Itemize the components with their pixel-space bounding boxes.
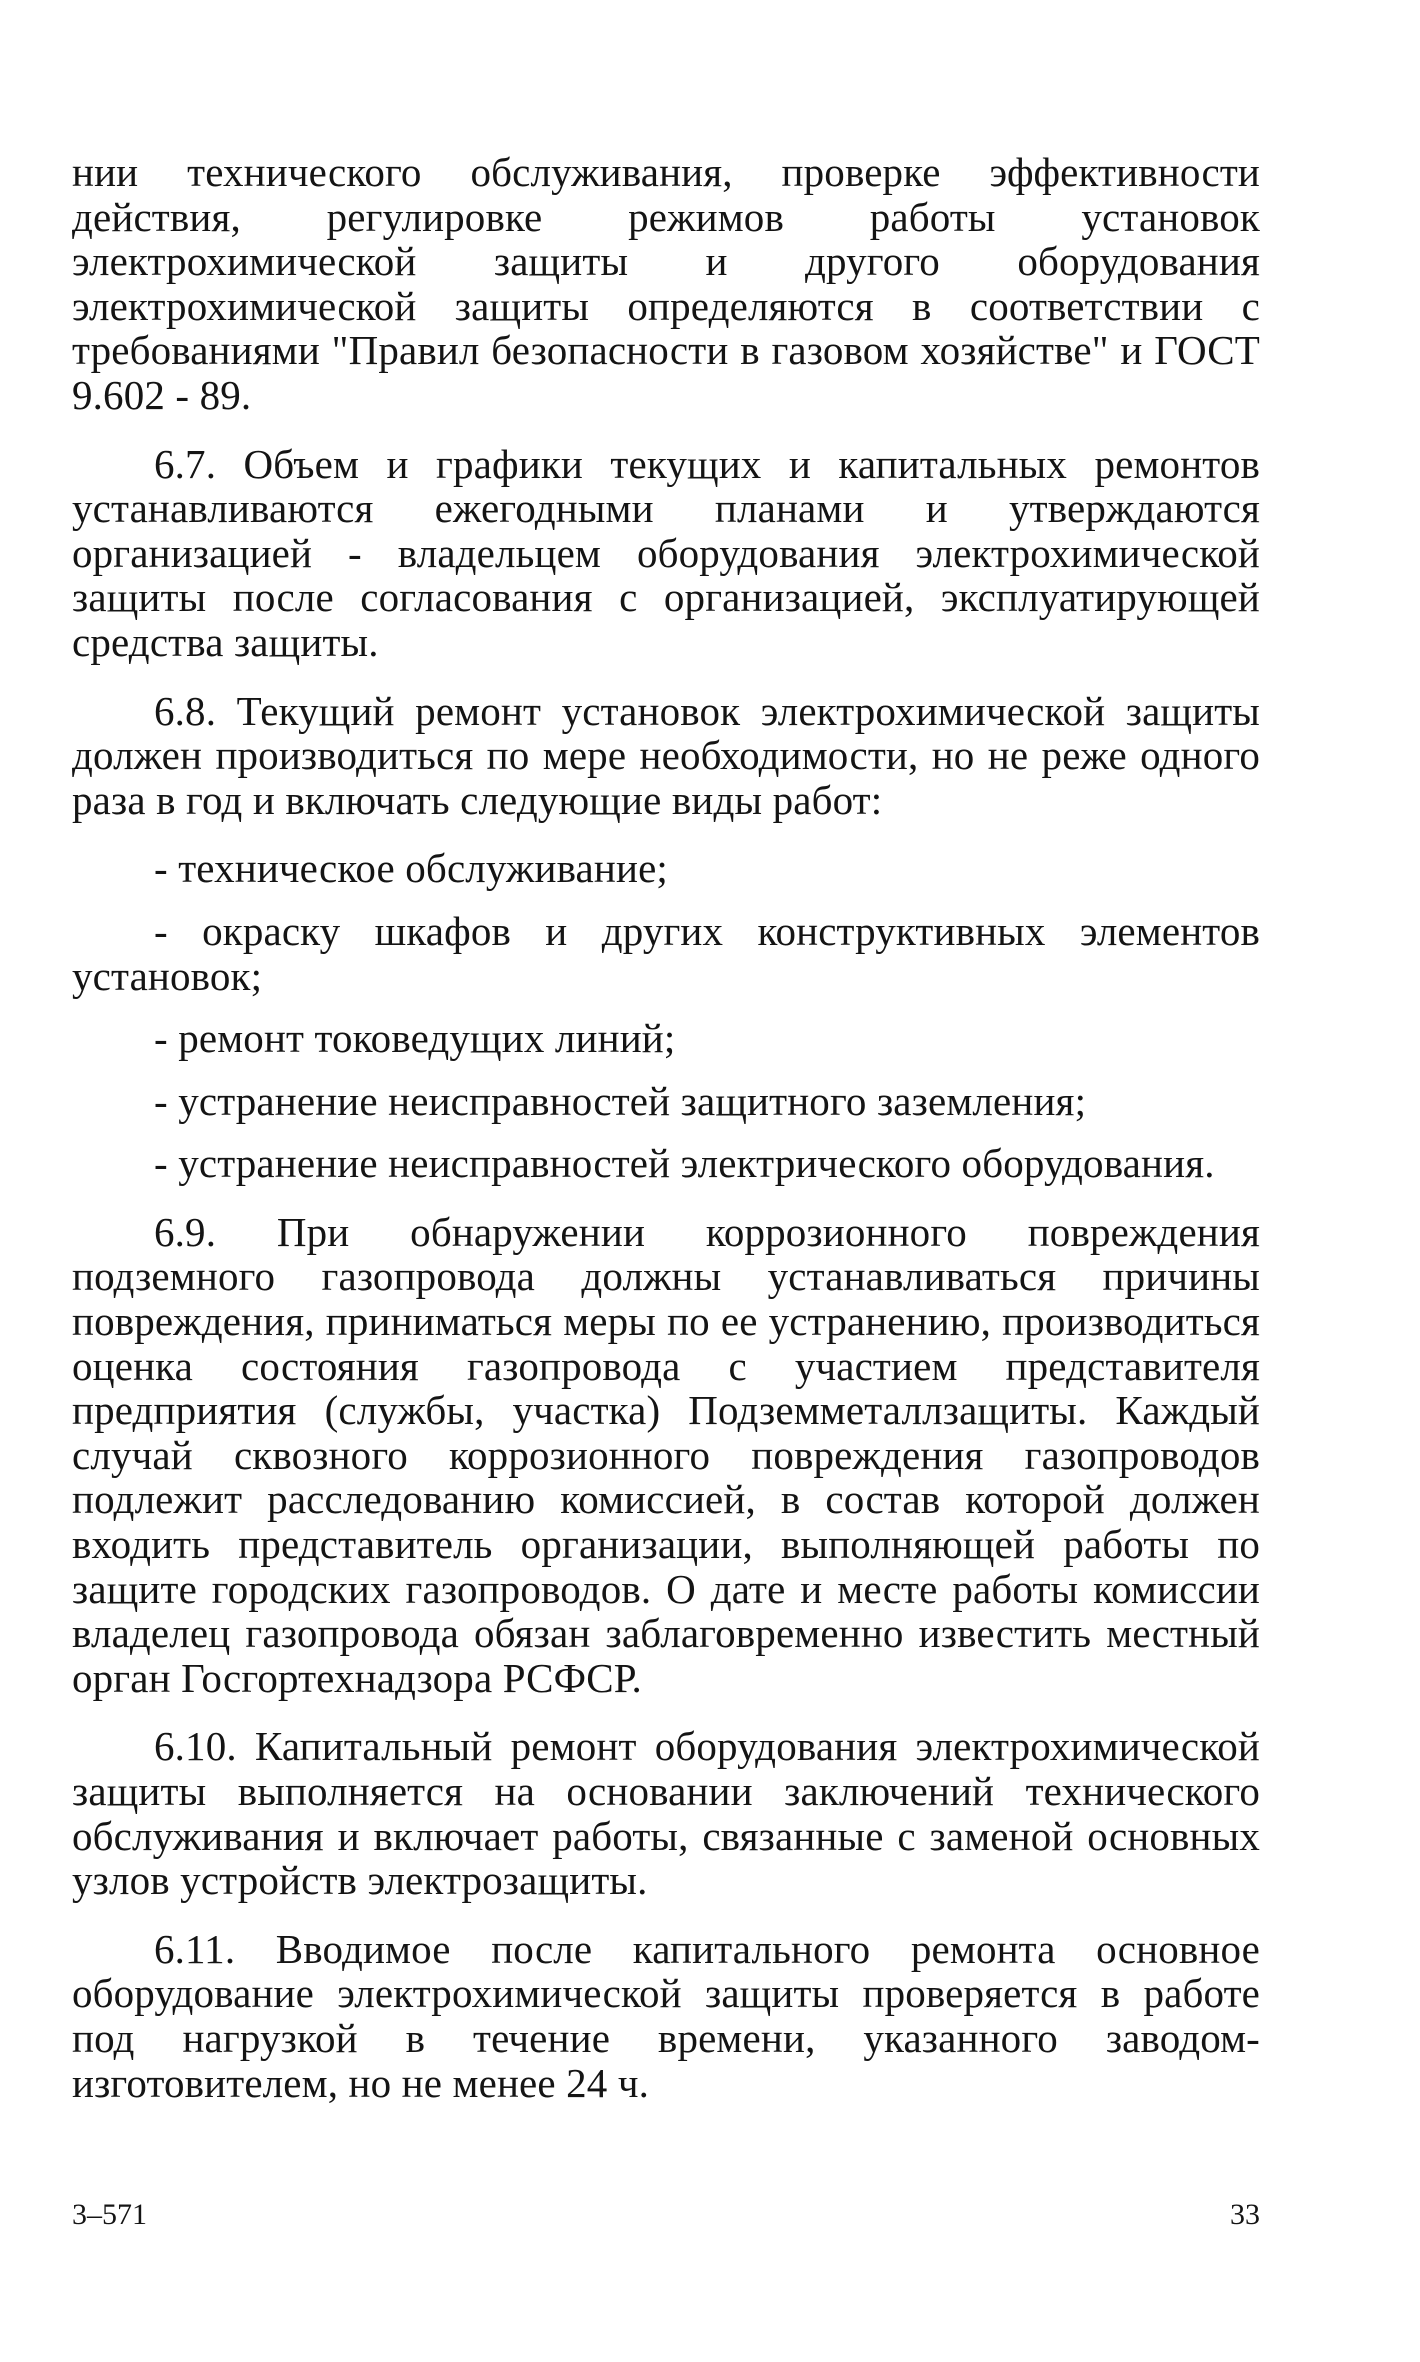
continuation-paragraph: нии технического обслуживания, проверке эффективности действия, регулировке режимов работы установок электрохимической защиты и другого оборудования электрохимической защиты определяются в соответствии с требованиями "Правил безопасности в газовом хозяйстве" и ГОСТ 9.602 - 89. — [72, 149, 1260, 418]
text-body — [72, 150, 1260, 2129]
page-footer — [72, 2195, 1260, 2235]
paragraph-6-8: 6.8. Текущий ремонт установок электрохимической защиты должен производиться по мере необходимости, но не реже одного раза в год и включать следующие виды работ: — [72, 687, 1260, 823]
list-item: - устранение неисправностей электрического оборудования. — [154, 1140, 1215, 1187]
paragraph-6-9: 6.9. При обнаружении коррозионного повреждения подземного газопровода должны устанавливаться причины повреждения, приниматься меры по ее устранению, производиться оценка состояния газопровода с участием представителя предприятия (службы, участка) Подземметаллзащиты. Каждый случай сквозного коррозионного повреждения газопроводов подлежит расследованию комиссией, в состав которой должен входить представитель организации, выполняющей работы по защите городских газопроводов. О дате и месте работы комиссии владелец газопровода обязан заблаговременно известить местный орган Госгортехнадзора РСФСР. — [72, 1208, 1260, 1701]
list-item: - устранение неисправностей защитного заземления; — [154, 1077, 1087, 1124]
paragraph-6-10: 6.10. Капитальный ремонт оборудования электрохимической защиты выполняется на основании заключений технического обслуживания и включает работы, связанные с заменой основных узлов устройств электрозащиты. — [72, 1723, 1260, 1904]
repair-work-list — [72, 846, 1260, 1186]
print-signature: 3–571 — [72, 2198, 147, 2231]
page-number: 33 — [1230, 2198, 1260, 2231]
list-item: - техническое обслуживание; — [154, 845, 668, 892]
list-item: - окраску шкафов и других конструктивных элементов установок; — [72, 907, 1260, 999]
paragraph-6-7: 6.7. Объем и графики текущих и капитальных ремонтов устанавливаются ежегодными планами и утверждаются организацией - владельцем оборудования электрохимической защиты после согласования с организацией, эксплуатирующей средства защиты. — [72, 440, 1260, 665]
paragraph-6-11: 6.11. Вводимое после капитального ремонта основное оборудование электрохимической защиты проверяется в работе под нагрузкой в течение времени, указанного заводом-изготовителем, но не менее 24 ч. — [72, 1925, 1260, 2106]
list-item: - ремонт токоведущих линий; — [154, 1015, 676, 1062]
